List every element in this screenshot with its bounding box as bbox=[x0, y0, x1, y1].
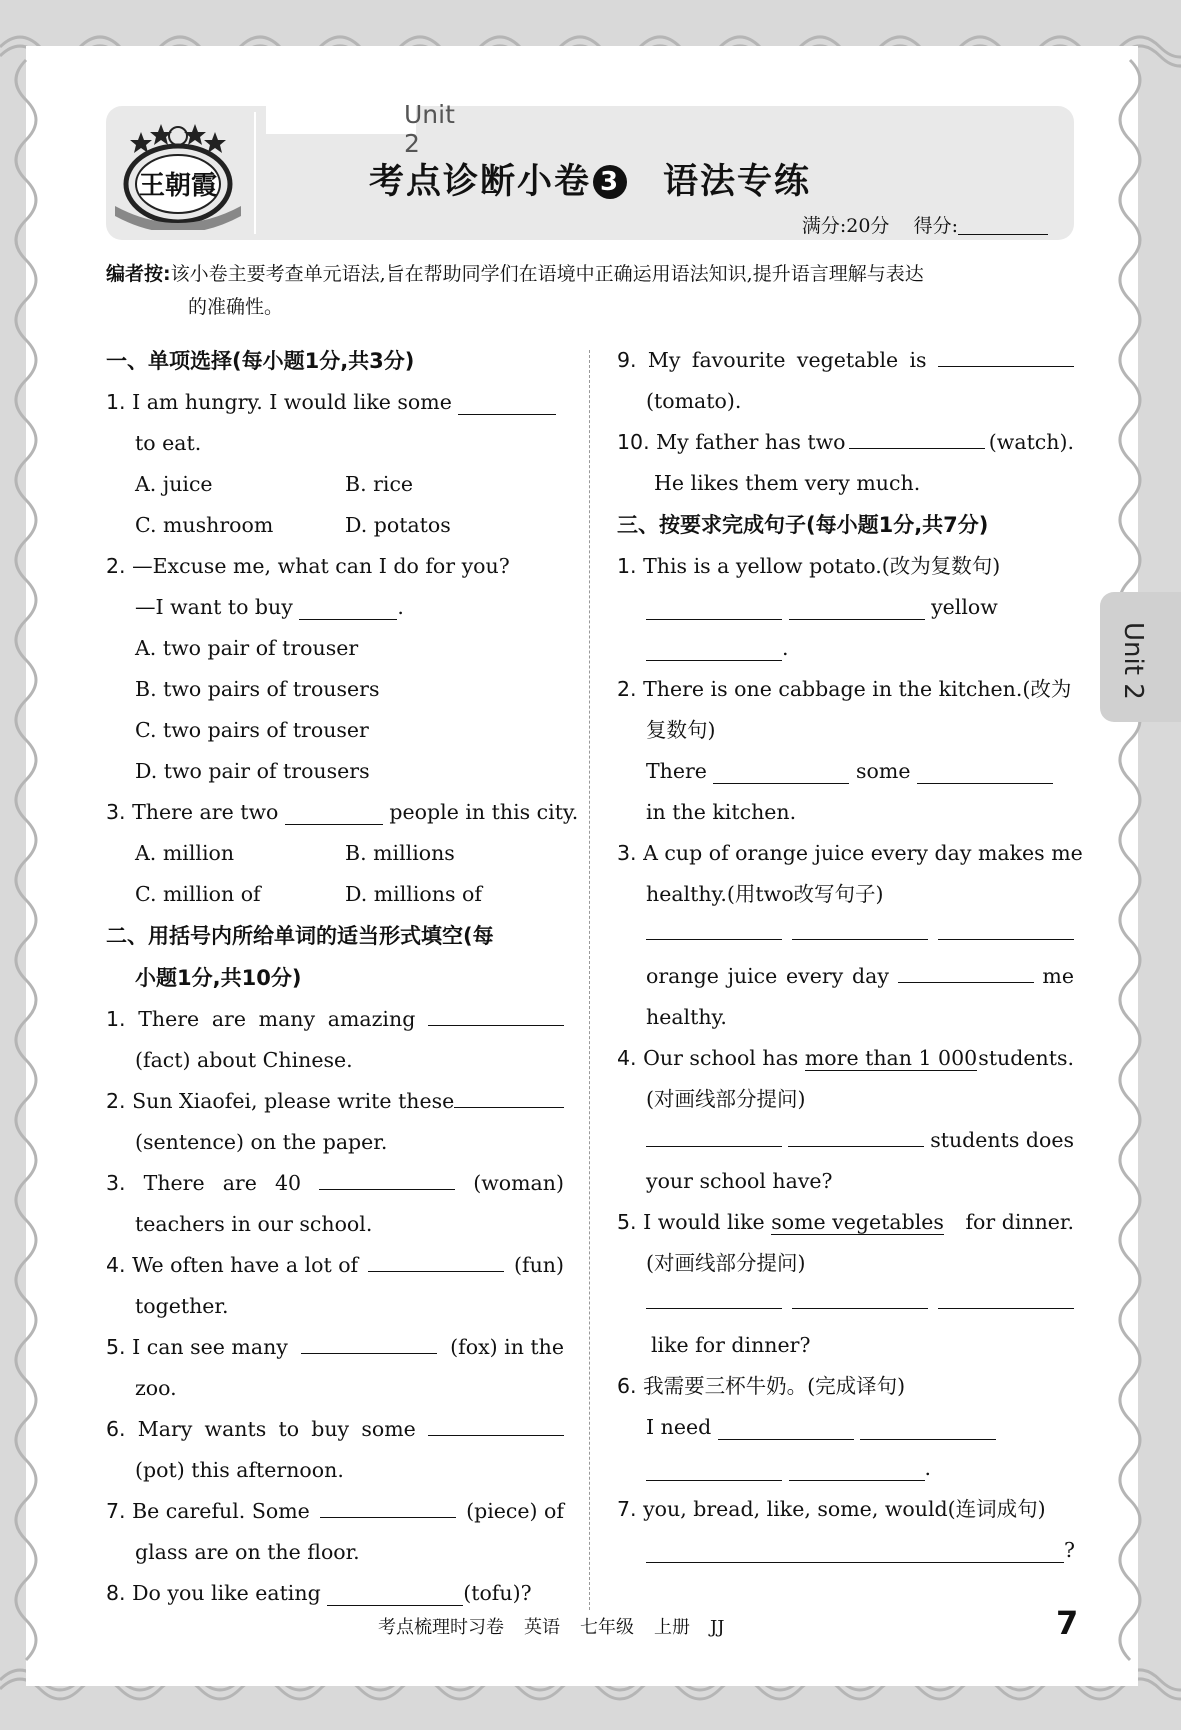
question bbox=[106, 1409, 564, 1450]
question-text: Be careful. Some bbox=[132, 1499, 310, 1523]
question-text: —I want to buy bbox=[135, 595, 293, 619]
answer-blank[interactable] bbox=[299, 595, 397, 620]
question-continuation: your school have? bbox=[646, 1169, 833, 1193]
hint-word: (watch). bbox=[988, 430, 1074, 454]
question bbox=[617, 669, 1074, 710]
question bbox=[617, 546, 1074, 587]
question-line: —I want to buy . bbox=[135, 595, 404, 619]
question-number: 2. bbox=[617, 677, 637, 701]
answer-line bbox=[617, 628, 1074, 669]
answer-blank[interactable] bbox=[789, 595, 925, 620]
question-text: I would like bbox=[643, 1210, 765, 1234]
word: favourite bbox=[691, 348, 786, 372]
answer-blank[interactable] bbox=[860, 1415, 996, 1440]
punctuation: ? bbox=[1064, 1538, 1075, 1562]
question bbox=[106, 1573, 564, 1614]
question-number: 6. bbox=[106, 1417, 126, 1441]
question bbox=[106, 1081, 564, 1122]
word: vegetable bbox=[796, 348, 899, 372]
answer-blank[interactable] bbox=[320, 1493, 456, 1518]
question-text: for dinner. bbox=[965, 1210, 1074, 1234]
question bbox=[106, 1491, 564, 1532]
left-column bbox=[106, 340, 579, 1614]
word: 40 bbox=[274, 1171, 302, 1195]
option[interactable]: A. million bbox=[135, 841, 235, 865]
question-number: 3. bbox=[617, 841, 637, 865]
word: me bbox=[1042, 964, 1074, 988]
editor-note bbox=[106, 258, 1074, 324]
option[interactable]: C. two pairs of trouser bbox=[135, 718, 369, 742]
options-row bbox=[106, 464, 564, 505]
section-2-title: 二、用括号内所给单词的适当形式填空(每 bbox=[106, 924, 494, 948]
answer-line bbox=[617, 1284, 1074, 1325]
question-continuation: 复数句) bbox=[646, 718, 716, 742]
given-word: yellow bbox=[931, 595, 998, 619]
question-text: you, bread, like, some, would(连词成句) bbox=[643, 1497, 1046, 1521]
logo-text: 王朝霞 bbox=[138, 171, 218, 201]
answer-blank[interactable] bbox=[368, 1247, 504, 1272]
question-continuation: (sentence) on the paper. bbox=[135, 1130, 388, 1154]
question-continuation: glass are on the floor. bbox=[135, 1540, 360, 1564]
option[interactable]: B. rice bbox=[345, 472, 414, 496]
question-continuation: He likes them very much. bbox=[654, 471, 921, 495]
answer-line bbox=[617, 1407, 1074, 1448]
answer-blank[interactable] bbox=[646, 1122, 782, 1147]
underlined-phrase: some vegetables bbox=[771, 1210, 944, 1234]
answer-blank[interactable] bbox=[938, 1284, 1074, 1309]
given-words: students does bbox=[930, 1128, 1074, 1152]
question-text: There are two bbox=[132, 800, 279, 824]
option[interactable]: A. two pair of trouser bbox=[135, 636, 359, 660]
answer-line bbox=[617, 956, 1074, 997]
question-text: 我需要三杯牛奶。(完成译句) bbox=[643, 1374, 906, 1398]
question bbox=[617, 1366, 1074, 1407]
answer-blank[interactable] bbox=[788, 1122, 924, 1147]
hint-word: (tofu)? bbox=[463, 1581, 532, 1605]
word: many bbox=[258, 1007, 316, 1031]
underlined-phrase: more than 1 000 bbox=[804, 1046, 978, 1070]
answer-blank[interactable] bbox=[898, 958, 1034, 983]
title-number-badge: 3 bbox=[593, 165, 627, 199]
question-number: 7. bbox=[106, 1499, 126, 1523]
editor-note-line2: 的准确性。 bbox=[188, 296, 284, 318]
editor-note-label: 编者按: bbox=[106, 263, 171, 285]
question-text: I am hungry. I would like some bbox=[132, 390, 452, 414]
answer-blank[interactable] bbox=[646, 595, 782, 620]
question-number: 1. bbox=[617, 554, 637, 578]
given-word: There bbox=[646, 759, 707, 783]
option[interactable]: B. millions bbox=[345, 841, 455, 865]
answer-blank[interactable] bbox=[458, 390, 556, 415]
question bbox=[617, 833, 1083, 874]
question bbox=[106, 1327, 564, 1368]
answer-blank[interactable] bbox=[454, 1083, 564, 1108]
footer-subject: 英语 bbox=[524, 1617, 560, 1638]
question-text: A cup of orange juice every day makes me bbox=[643, 841, 1083, 865]
answer-blank[interactable] bbox=[319, 1165, 455, 1190]
footer-edition: JJ bbox=[710, 1617, 725, 1638]
question bbox=[106, 792, 579, 833]
option[interactable]: C. million of bbox=[135, 882, 261, 906]
footer-grade: 七年级 bbox=[580, 1617, 634, 1638]
word: is bbox=[909, 348, 927, 372]
right-column bbox=[617, 340, 1083, 1571]
word: wants bbox=[204, 1417, 267, 1441]
hint-word: (fox) in the bbox=[450, 1335, 564, 1359]
question-continuation: together. bbox=[135, 1294, 229, 1318]
question-number: 10. bbox=[617, 430, 650, 454]
answer-line bbox=[617, 751, 1074, 792]
question bbox=[106, 999, 564, 1040]
options-row bbox=[106, 505, 564, 546]
word: every bbox=[786, 964, 844, 988]
question-text: This is a yellow potato.(改为复数句) bbox=[643, 554, 1001, 578]
question-number: 2. bbox=[106, 1089, 126, 1113]
question-number: 1. bbox=[106, 1007, 126, 1031]
answer-blank[interactable] bbox=[792, 915, 928, 940]
hint-word: (piece) of bbox=[466, 1499, 564, 1523]
question-number: 5. bbox=[617, 1210, 637, 1234]
wavy-border-left bbox=[6, 0, 46, 1730]
question bbox=[106, 382, 564, 423]
options-row bbox=[106, 874, 564, 915]
question-continuation: like for dinner? bbox=[651, 1333, 811, 1357]
header-banner bbox=[106, 100, 1074, 240]
question bbox=[106, 1245, 564, 1286]
answer-blank[interactable] bbox=[301, 1329, 437, 1354]
punctuation: . bbox=[924, 1456, 932, 1480]
option[interactable]: C. mushroom bbox=[135, 513, 274, 537]
question-number: 3. bbox=[106, 1171, 126, 1195]
word: are bbox=[211, 1007, 246, 1031]
question bbox=[617, 340, 1074, 381]
title-part-b: 语法专练 bbox=[663, 162, 812, 202]
answer-blank[interactable] bbox=[718, 1415, 854, 1440]
word: My bbox=[647, 348, 681, 372]
word: to bbox=[278, 1417, 300, 1441]
question-text: students. bbox=[978, 1046, 1074, 1070]
wavy-border-right bbox=[1110, 0, 1150, 1730]
answer-blank[interactable] bbox=[792, 1284, 928, 1309]
question-number: 9. bbox=[617, 348, 637, 372]
question-number: 1. bbox=[106, 390, 126, 414]
answer-blank[interactable] bbox=[428, 1001, 564, 1026]
hint-word: (fun) bbox=[513, 1253, 564, 1277]
question-number: 6. bbox=[617, 1374, 637, 1398]
answer-line bbox=[617, 587, 1074, 628]
question-continuation: (对画线部分提问) bbox=[646, 1087, 806, 1111]
question-text: Our school has bbox=[643, 1046, 799, 1070]
question-continuation: (pot) this afternoon. bbox=[135, 1458, 344, 1482]
answer-blank[interactable] bbox=[789, 1456, 925, 1481]
got-score-label: 得分: bbox=[913, 215, 958, 237]
question-number: 2. bbox=[106, 554, 126, 578]
editor-note-line1: 该小卷主要考查单元语法,旨在帮助同学们在语境中正确运用语法知识,提升语言理解与表达 bbox=[170, 263, 924, 285]
word: day bbox=[852, 964, 889, 988]
question-continuation: teachers in our school. bbox=[135, 1212, 373, 1236]
answer-blank[interactable] bbox=[646, 1538, 1064, 1563]
score-blank[interactable] bbox=[958, 216, 1048, 235]
section-1-title: 一、单项选择(每小题1分,共3分) bbox=[106, 349, 415, 373]
word: There bbox=[143, 1171, 205, 1195]
question-text: My father has two bbox=[656, 430, 846, 454]
question-number: 7. bbox=[617, 1497, 637, 1521]
word: There bbox=[138, 1007, 200, 1031]
answer-blank[interactable] bbox=[713, 759, 849, 784]
unit-tab bbox=[266, 100, 455, 158]
question-continuation: healthy.(用two改写句子) bbox=[646, 882, 884, 906]
footer bbox=[378, 1613, 744, 1639]
question-continuation: healthy. bbox=[646, 1005, 727, 1029]
question-text: —Excuse me, what can I do for you? bbox=[132, 554, 510, 578]
answer-blank[interactable] bbox=[428, 1411, 564, 1436]
question-text: people in this city. bbox=[389, 800, 579, 824]
answer-blank[interactable] bbox=[938, 915, 1074, 940]
answer-line bbox=[617, 1120, 1074, 1161]
question-number: 3. bbox=[106, 800, 126, 824]
option[interactable]: D. two pair of trousers bbox=[135, 759, 370, 783]
question bbox=[617, 1489, 1074, 1530]
question-text: There is one cabbage in the kitchen.(改为 bbox=[643, 677, 1072, 701]
word: amazing bbox=[327, 1007, 416, 1031]
question-continuation: to eat. bbox=[135, 431, 202, 455]
page-number: 7 bbox=[1056, 1604, 1079, 1642]
question-text: I can see many bbox=[132, 1335, 288, 1359]
answer-blank[interactable] bbox=[646, 636, 782, 661]
question bbox=[617, 1038, 1074, 1079]
side-tab-label: Unit 2 bbox=[1118, 622, 1148, 700]
footer-series: 考点梳理时习卷 bbox=[378, 1617, 504, 1638]
question-continuation: (对画线部分提问) bbox=[646, 1251, 806, 1275]
answer-blank[interactable] bbox=[285, 800, 383, 825]
word: buy bbox=[311, 1417, 350, 1441]
option[interactable]: A. juice bbox=[135, 472, 213, 496]
option[interactable]: D. potatos bbox=[345, 513, 451, 537]
question-number: 5. bbox=[106, 1335, 126, 1359]
given-word: some bbox=[856, 759, 911, 783]
question-continuation: in the kitchen. bbox=[646, 800, 797, 824]
page-title bbox=[106, 154, 1074, 204]
question-continuation: (tomato). bbox=[646, 389, 742, 413]
answer-line bbox=[617, 1530, 1074, 1571]
question bbox=[617, 1202, 1074, 1243]
answer-blank[interactable] bbox=[646, 915, 782, 940]
question-text: Sun Xiaofei, please write these bbox=[132, 1089, 455, 1113]
answer-blank[interactable] bbox=[327, 1581, 463, 1606]
unit-label: Unit 2 bbox=[404, 100, 455, 158]
question-number: 8. bbox=[106, 1581, 126, 1605]
section-2-title-cont: 小题1分,共10分) bbox=[135, 966, 302, 990]
answer-blank[interactable] bbox=[646, 1284, 782, 1309]
word: orange bbox=[646, 964, 719, 988]
word: juice bbox=[727, 964, 778, 988]
answer-blank[interactable] bbox=[938, 342, 1074, 367]
option[interactable]: B. two pairs of trousers bbox=[135, 677, 380, 701]
question-continuation: zoo. bbox=[135, 1376, 177, 1400]
punctuation: . bbox=[782, 636, 789, 660]
section-3-title: 三、按要求完成句子(每小题1分,共7分) bbox=[617, 513, 989, 537]
question-number: 4. bbox=[106, 1253, 126, 1277]
full-score: 满分:20分 bbox=[801, 215, 890, 237]
option[interactable]: D. millions of bbox=[345, 882, 482, 906]
answer-blank[interactable] bbox=[849, 424, 985, 449]
title-part-a: 考点诊断小卷 bbox=[368, 162, 591, 202]
answer-line bbox=[617, 915, 1074, 956]
unit-side-tab bbox=[1100, 592, 1181, 722]
options-row bbox=[106, 833, 564, 874]
question-number: 4. bbox=[617, 1046, 637, 1070]
word: some bbox=[361, 1417, 416, 1441]
answer-blank[interactable] bbox=[646, 1456, 782, 1481]
word: Mary bbox=[137, 1417, 193, 1441]
given-word: I need bbox=[646, 1415, 712, 1439]
question bbox=[106, 546, 564, 587]
score-line bbox=[802, 211, 1048, 238]
footer-volume: 上册 bbox=[654, 1617, 690, 1638]
question-continuation: (fact) about Chinese. bbox=[135, 1048, 353, 1072]
answer-blank[interactable] bbox=[917, 759, 1053, 784]
question bbox=[617, 422, 1074, 463]
answer-line bbox=[617, 1448, 1074, 1489]
word: are bbox=[222, 1171, 257, 1195]
question-text: Do you like eating bbox=[132, 1581, 321, 1605]
hint-word: (woman) bbox=[473, 1171, 564, 1195]
question bbox=[106, 1163, 564, 1204]
column-divider bbox=[589, 350, 590, 1610]
question-text: We often have a lot of bbox=[132, 1253, 359, 1277]
